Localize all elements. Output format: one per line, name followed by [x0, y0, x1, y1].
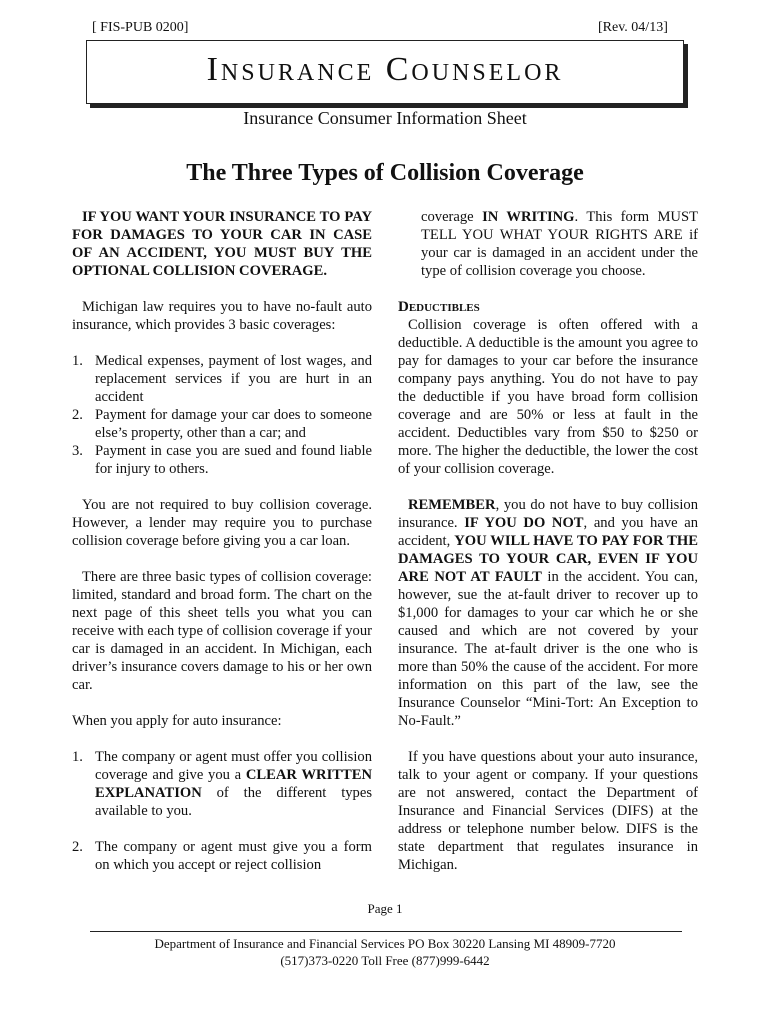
left-column — [72, 208, 372, 874]
apply-list-continued — [72, 838, 372, 874]
coverage-list — [72, 352, 372, 478]
remember-paragraph: REMEMBER, you do not have to buy collision insurance. IF YOU DO NOT, and you have an accident, YOU WILL HAVE TO PAY FOR THE DAMAGES TO YOUR CAR, EVEN IF YOU ARE NOT AT FAULT in the accident. You can, however, sue the at-fault driver to recover up to $1,000 for damages to your car which he or she caused and which are not covered by your insurance. The at-fault driver is the one who is more than 50% the cause of the accident. For more information on this part of the law, see the Insurance Counselor “Mini-Tort: An Exception to No-Fault.” — [398, 497, 698, 729]
questions-paragraph: If you have questions about your auto insurance, talk to your agent or company. If your questions are not answered, contact the Department of Insurance and Financial Services (DIFS) at the address or telephone number below. DIFS is the state department that regulates insurance in Michigan. — [398, 749, 698, 873]
writing-continuation: coverage IN WRITING. This form MUST TELL YOU WHAT YOUR RIGHTS ARE if your car is damaged in an accident under the type of collision coverage you choose. — [421, 209, 698, 279]
footer-contact — [0, 935, 770, 969]
list-item: 1. The company or agent must offer you collision coverage and give you a CLEAR WRITTEN EXPLANATION of the different types available to you. — [72, 749, 372, 819]
page-title: The Three Types of Collision Coverage — [186, 160, 584, 186]
deductibles-heading: Deductibles — [398, 299, 480, 315]
types-paragraph: There are three basic types of collision coverage: limited, standard and broad form. The chart on the next page of this sheet tells you what you can receive with each type of collision coverage if your car is damaged in an accident. In Michigan, each driver’s insurance covers damage to his or her own car. — [72, 569, 372, 693]
list-item: 2. The company or agent must give you a form on which you accept or reject collision — [72, 839, 372, 873]
title-banner — [86, 40, 684, 104]
apply-list — [72, 748, 372, 820]
footer-divider — [90, 931, 682, 932]
deductibles-paragraph: Collision coverage is often offered with a deductible. A deductible is the amount you agree to pay for damages to your car before the insurance company pays anything. You do not have to pay the deductible if you have broad form collision coverage and are 50% or less at fault in the accident. Deductibles vary from $50 to $250 or more. The higher the deductible, the lower the cost of your collision coverage. — [398, 317, 698, 477]
intro-warning: IF YOU WANT YOUR INSURANCE TO PAY FOR DAMAGES TO YOUR CAR IN CASE OF AN ACCIDENT, YOU MUST BUY THE OPTIONAL COLLISION COVERAGE. — [72, 209, 372, 279]
banner-title: Insurance Counselor — [206, 51, 564, 88]
lender-paragraph: You are not required to buy collision coverage. However, a lender may require you to purchase collision coverage before giving you a car loan. — [72, 497, 372, 549]
publication-id: [ FIS-PUB 0200] — [92, 20, 189, 35]
apply-intro: When you apply for auto insurance: — [72, 713, 282, 729]
page-number: Page 1 — [367, 901, 403, 916]
law-paragraph: Michigan law requires you to have no-fault auto insurance, which provides 3 basic coverages: — [72, 299, 372, 333]
footer-phone: (517)373-0220 Toll Free (877)999-6442 — [280, 953, 490, 968]
list-item: 2. Payment for damage your car does to someone else’s property, other than a car; and — [72, 407, 372, 441]
list-item: 3. Payment in case you are sued and found liable for injury to others. — [72, 443, 372, 477]
right-column — [398, 208, 698, 874]
document-subtitle: Insurance Consumer Information Sheet — [243, 108, 527, 128]
list-item: 1. Medical expenses, payment of lost wages, and replacement services if you are hurt in an accident — [72, 353, 372, 405]
revision-date: [Rev. 04/13] — [598, 20, 668, 35]
footer-address: Department of Insurance and Financial Services PO Box 30220 Lansing MI 48909-7720 — [154, 936, 616, 951]
